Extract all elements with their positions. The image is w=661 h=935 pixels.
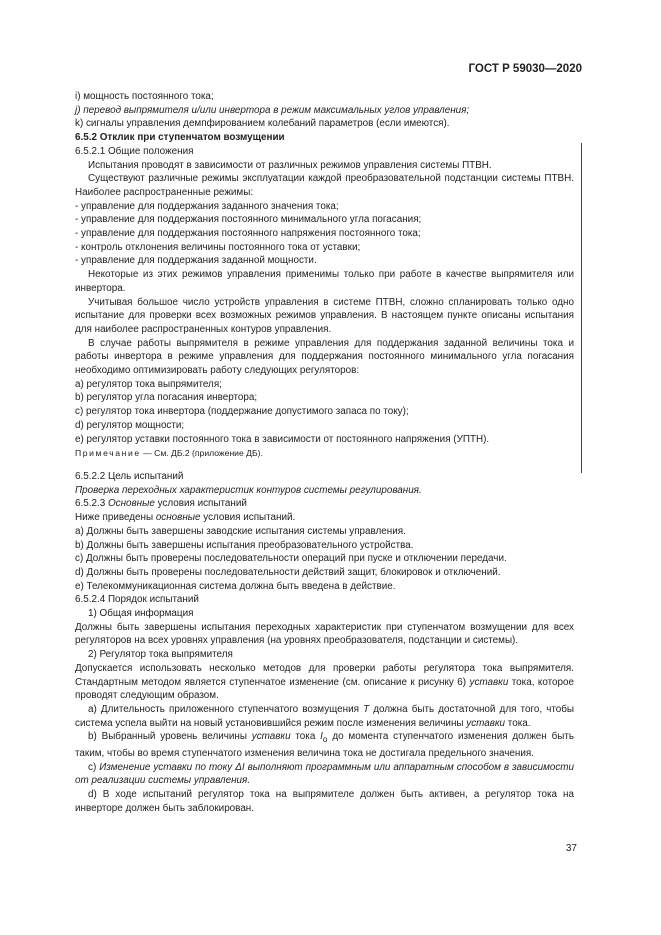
document-code: ГОСТ Р 59030—2020 [468, 63, 582, 75]
list-item: - управление для поддержания постоянного напряжения постоянного тока; [75, 228, 421, 240]
paragraph: 1) Общая информация [88, 608, 194, 620]
list-item: c) Должны быть проверены последовательности операций при пуске и отключении передачи. [75, 553, 507, 565]
note-label: Примечание [75, 448, 141, 459]
paragraph: d) В ходе испытаний регулятор тока на выпрямителе должен быть активен, а регулятор тока на инверторе должен быть заблокирован. [75, 789, 574, 814]
subsection-heading: 6.5.2.2 Цель испытаний [75, 470, 184, 482]
list-item: e) регулятор уставки постоянного тока в зависимости от постоянного напряжения (УПТН). [75, 433, 490, 445]
text-run: тока. [505, 717, 531, 729]
note [75, 447, 574, 461]
paragraph [75, 703, 574, 730]
text-emphasis: уставки [466, 717, 506, 729]
text-run: c) [88, 761, 100, 773]
text-run: Ниже приведены [75, 512, 156, 524]
text-emphasis: I [320, 731, 323, 743]
list-item: d) регулятор мощности; [75, 419, 185, 431]
section-heading: 6.5.2 Отклик при ступенчатом возмущении [75, 132, 285, 144]
paragraph: Некоторые из этих режимов управления применимы только при работе в качестве выпрямителя или инвертора. [75, 269, 574, 294]
page-body [75, 90, 574, 816]
list-item: d) Должны быть проверены последовательности действий защит, блокировок и отключений. [75, 566, 501, 578]
paragraph [75, 662, 574, 703]
paragraph: Проверка переходных характеристик контуров системы регулирования. [75, 484, 422, 496]
text-run: a) Длительность приложенного ступенчатого возмущения [88, 703, 364, 715]
list-item: j) перевод выпрямителя и/или инвертора в режим максимальных углов управления; [75, 104, 470, 116]
paragraph: Существуют различные режимы эксплуатации каждой преобразовательной подстанции системы ПТВН. Наиболее распространенные режимы: [75, 173, 574, 198]
text-emphasis: уставки [251, 731, 291, 743]
paragraph: Испытания проводят в зависимости от различных режимов управления системы ПТВН. [88, 159, 492, 171]
text-run: должна быть достаточной для того, чтобы система успела выйти на новый установившийся режим после изменения величины [75, 703, 574, 729]
paragraph [75, 761, 574, 788]
list-item: e) Телекоммуникационная система должна быть введена в действие. [75, 580, 396, 592]
heading-emphasis: Основные [107, 498, 155, 510]
subsection-heading [75, 497, 574, 511]
page-number: 37 [565, 843, 577, 854]
list-item: a) Должны быть завершены заводские испытания системы управления. [75, 525, 406, 537]
text-run: тока, которое проводят следующим образом. [75, 676, 574, 702]
subsection-heading: 6.5.2.4 Порядок испытаний [75, 594, 199, 606]
text-emphasis: уставки [469, 676, 509, 688]
heading-number: 6.5.2.3 [75, 498, 108, 510]
list-item: - управление для поддержания заданного значения тока; [75, 200, 339, 212]
paragraph [75, 511, 574, 525]
paragraph: Учитывая большое число устройств управления в системе ПТВН, сложно спланировать только одно испытание для проверки всех возможных режимов управления. В настоящем пункте описаны испытания для наиболее распространенных контуров управления. [75, 296, 574, 335]
note-text: — См. ДБ.2 (приложение ДБ). [140, 448, 263, 459]
paragraph: 2) Регулятор тока выпрямителя [88, 649, 233, 661]
list-item: b) Должны быть завершены испытания преобразовательного устройства. [75, 539, 414, 551]
list-item: a) регулятор тока выпрямителя; [75, 378, 222, 390]
text-emphasis: основные [155, 512, 201, 524]
text-emphasis: Изменение уставки по току ΔI выполняют программным или аппаратным способом в зависимости от реализации системы управления. [75, 761, 574, 787]
text-run: Допускается использовать несколько методов для проверки работы регулятора тока выпрямителя. Стандартным методом является ступенчатое изменение (см. описание к рисунку 6) [75, 662, 574, 688]
paragraph: В случае работы выпрямителя в режиме управления для поддержания заданной величины тока и работы инвертора в режиме управления для поддержания постоянного минимального угла погасания необходимо оптимизировать работу следующих регуляторов: [75, 337, 574, 377]
subsection-heading: 6.5.2.1 Общие положения [75, 145, 194, 157]
text-run: до момента ступенчатого изменения должен быть таким, чтобы во время ступенчатого изменения величина тока не достигала предельного значения. [75, 731, 574, 760]
list-item: - контроль отклонения величины постоянного тока от уставки; [75, 241, 361, 253]
list-item: i) мощность постоянного тока; [75, 91, 214, 102]
subscript: o [322, 735, 328, 745]
heading-text: условия испытаний [154, 498, 247, 510]
change-bar [581, 143, 582, 473]
paragraph [75, 730, 574, 760]
list-item: - управление для поддержания заданной мощности. [75, 255, 317, 267]
text-emphasis: T [363, 703, 370, 715]
text-run: тока [290, 731, 321, 743]
list-item: b) регулятор угла погасания инвертора; [75, 392, 258, 404]
list-item: - управление для поддержания постоянного минимального угла погасания; [75, 214, 422, 226]
list-item: c) регулятор тока инвертора (поддержание допустимого запаса по току); [75, 406, 409, 418]
text-run: условия испытаний. [200, 512, 296, 524]
text-run: b) Выбранный уровень величины [88, 731, 252, 743]
paragraph: Должны быть завершены испытания переходных характеристик при ступенчатом возмущении для всех регуляторов на всех уровнях управления (на уровнях преобразователя, подстанции и системы). [75, 621, 574, 647]
list-item: k) сигналы управления демпфированием колебаний параметров (если имеются). [75, 118, 450, 130]
